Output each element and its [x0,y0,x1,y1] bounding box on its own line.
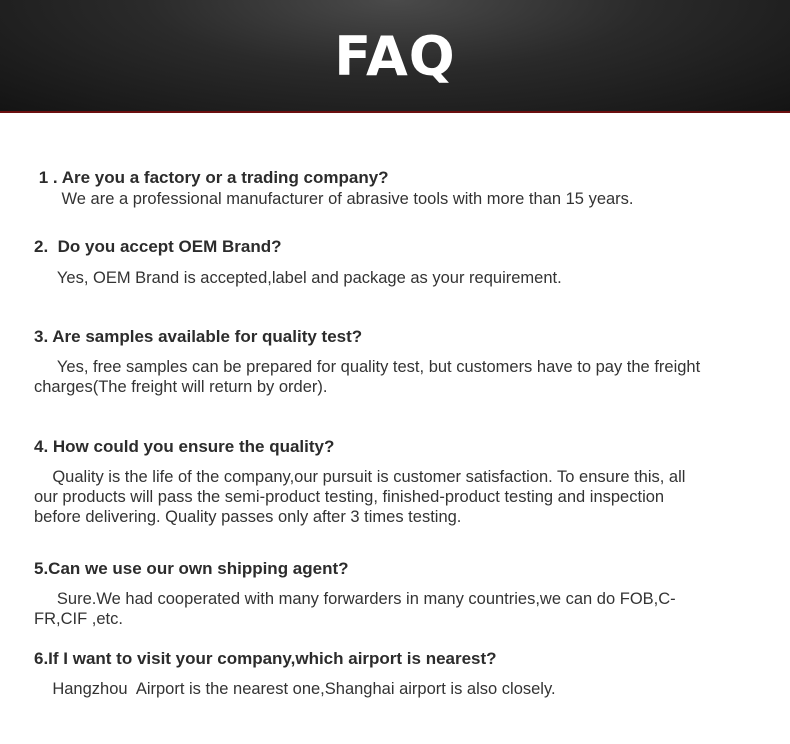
faq-item-2 [34,236,734,288]
faq-question: 1 . Are you a factory or a trading company? [34,168,389,187]
faq-question: 4. How could you ensure the quality? [34,437,335,456]
faq-item-5 [34,558,734,629]
faq-banner [0,0,790,113]
faq-answer: Yes, OEM Brand is accepted,label and package as your requirement. [34,269,562,287]
faq-item-6 [34,648,734,699]
page-title: FAQ [334,25,456,88]
faq-question: 6.If I want to visit your company,which airport is nearest? [34,649,497,668]
faq-item-1 [34,167,734,209]
faq-answer: We are a professional manufacturer of abrasive tools with more than 15 years. [34,190,634,208]
faq-question: 5.Can we use our own shipping agent? [34,559,349,578]
faq-answer: Quality is the life of the company,our pursuit is customer satisfaction. To ensure this, all our products will pass the semi-product testing, finished-product testing and inspection before delivering. Quality passes only after 3 times testing. [34,468,686,526]
faq-question: 2. Do you accept OEM Brand? [34,237,282,256]
faq-item-4 [34,436,734,527]
faq-answer: Hangzhou Airport is the nearest one,Shanghai airport is also closely. [34,680,556,698]
faq-answer: Yes, free samples can be prepared for quality test, but customers have to pay the freight charges(The freight will return by order). [34,358,701,396]
faq-answer: Sure.We had cooperated with many forwarders in many countries,we can do FOB,C- FR,CIF ,etc. [34,590,676,628]
faq-question: 3. Are samples available for quality test? [34,327,363,346]
faq-item-3 [34,326,734,397]
